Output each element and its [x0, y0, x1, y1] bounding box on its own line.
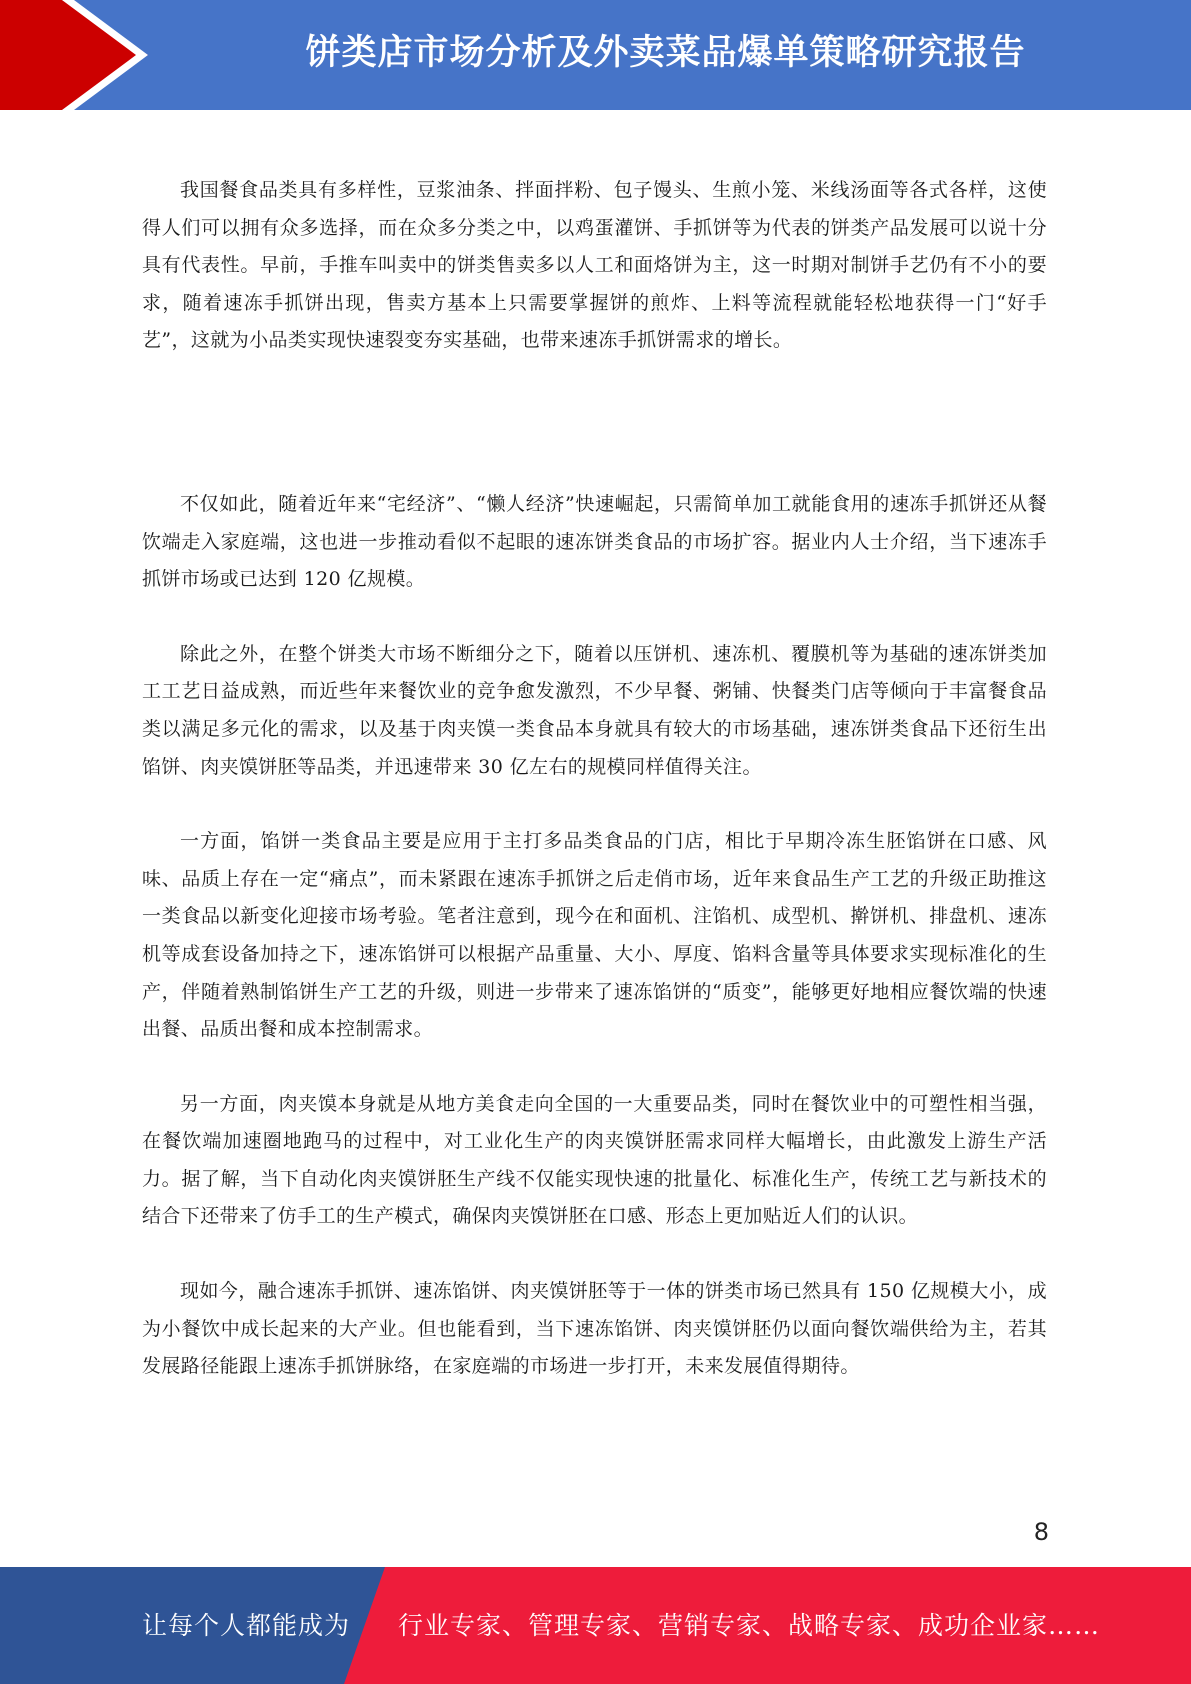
page-number: 8 — [1033, 1518, 1049, 1546]
footer-slogan-left: 让每个人都能成为 — [142, 1611, 351, 1640]
page-title: 饼类店市场分析及外卖菜品爆单策略研究报告 — [305, 33, 1026, 73]
paragraph: 不仅如此，随着近年来“宅经济”、“懒人经济”快速崛起，只需简单加工就能食用的速冻手抓饼还从餐饮端走入家庭端，这也进一步推动看似不起眼的速冻饼类食品的市场扩容。据业内人士介绍，当下速冻手抓饼市场或已达到 120 亿规模。 — [142, 492, 1047, 591]
paragraph: 我国餐食品类具有多样性，豆浆油条、拌面拌粉、包子馒头、生煎小笼、米线汤面等各式各样，这使得人们可以拥有众多选择，而在众多分类之中，以鸡蛋灌饼、手抓饼等为代表的饼类产品发展可以说十分具有代表性。早前，手推车叫卖中的饼类售卖多以人工和面烙饼为主，这一时期对制饼手艺仍有不小的要求，随着速冻手抓饼出现，售卖方基本上只需要掌握饼的煎炸、上料等流程就能轻松地获得一门“好手艺”，这就为小品类实现快速裂变夯实基础，也带来速冻手抓饼需求的增长。 — [142, 179, 1047, 352]
report-body — [142, 172, 1047, 1386]
footer-banner — [0, 1567, 1191, 1684]
footer-slogan-right: 行业专家、管理专家、营销专家、战略专家、成功企业家…… — [398, 1611, 1101, 1640]
paragraph: 另一方面，肉夹馍本身就是从地方美食走向全国的一大重要品类，同时在餐饮业中的可塑性相当强，在餐饮端加速圈地跑马的过程中，对工业化生产的肉夹馍饼胚需求同样大幅增长，由此激发上游生产活力。据了解，当下自动化肉夹馍饼胚生产线不仅能实现快速的批量化、标准化生产，传统工艺与新技术的结合下还带来了仿手工的生产模式，确保肉夹馍饼胚在口感、形态上更加贴近人们的认识。 — [142, 1092, 1047, 1228]
header-banner — [0, 0, 1191, 110]
paragraph: 现如今，融合速冻手抓饼、速冻馅饼、肉夹馍饼胚等于一体的饼类市场已然具有 150 亿规模大小，成为小餐饮中成长起来的大产业。但也能看到，当下速冻馅饼、肉夹馍饼胚仍以面向餐饮端供给为主，若其发展路径能跟上速冻手抓饼脉络，在家庭端的市场进一步打开，未来发展值得期待。 — [142, 1280, 1047, 1378]
paragraph: 一方面，馅饼一类食品主要是应用于主打多品类食品的门店，相比于早期冷冻生胚馅饼在口感、风味、品质上存在一定“痛点”，而未紧跟在速冻手抓饼之后走俏市场，近年来食品生产工艺的升级正助推这一类食品以新变化迎接市场考验。笔者注意到，现今在和面机、注馅机、成型机、擀饼机、排盘机、速冻机等成套设备加持之下，速冻馅饼可以根据产品重量、大小、厚度、馅料含量等具体要求实现标准化的生产，伴随着熟制馅饼生产工艺的升级，则进一步带来了速冻馅饼的“质变”，能够更好地相应餐饮端的快速出餐、品质出餐和成本控制需求。 — [142, 830, 1047, 1041]
paragraph: 除此之外，在整个饼类大市场不断细分之下，随着以压饼机、速冻机、覆膜机等为基础的速冻饼类加工工艺日益成熟，而近些年来餐饮业的竞争愈发激烈，不少早餐、粥铺、快餐类门店等倾向于丰富餐食品类以满足多元化的需求，以及基于肉夹馍一类食品本身就具有较大的市场基础，速冻饼类食品下还衍生出馅饼、肉夹馍饼胚等品类，并迅速带来 30 亿左右的规模同样值得关注。 — [142, 642, 1047, 778]
